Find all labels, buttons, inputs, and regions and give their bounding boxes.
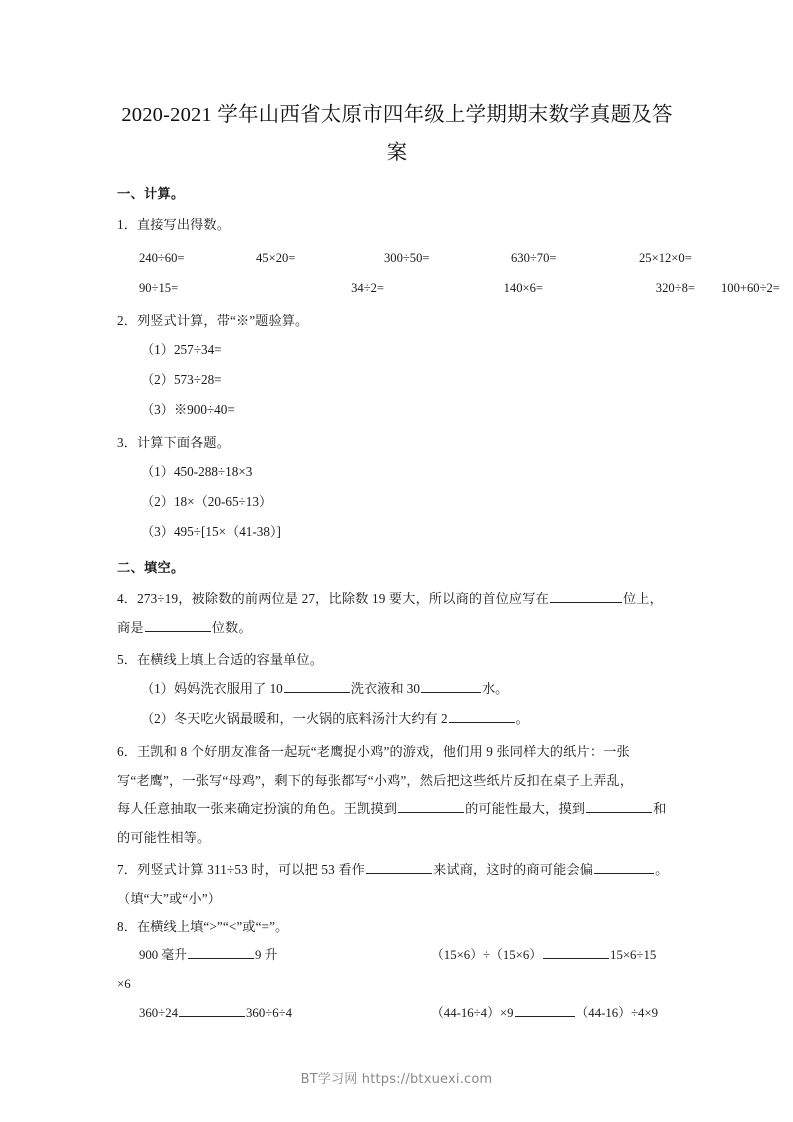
question-6-line-4: 的可能性相等。 — [117, 829, 211, 845]
question-8-prompt: 8．在横线上填“>”“<”或“=”。 — [117, 919, 289, 934]
cmp1-right-a: （15×6）÷（15×6） — [431, 948, 543, 962]
question-4-text-part-4: 位数。 — [211, 619, 252, 635]
q5-item1-text-a: （1）妈妈洗衣服用了 10 — [141, 681, 283, 696]
cmp1-left-b: 9 升 — [255, 948, 278, 962]
cmp1-right-b: 15×6÷15 — [610, 948, 657, 962]
section-heading-1: 一、计算。 — [117, 186, 185, 201]
question-2-item-3: （3）※900÷40= — [141, 402, 235, 417]
comparison-row-2 — [139, 999, 679, 1028]
answer-blank[interactable] — [188, 945, 254, 959]
question-1-calculations — [117, 243, 780, 303]
cmp2-left-a: 360÷24 — [139, 1006, 179, 1020]
cmp2-right-a: （44-16÷4）×9 — [431, 1006, 514, 1020]
question-3-item-2: （2）18×（20-65÷13） — [141, 494, 273, 509]
question-7-text-b: 来试商，这时的商可能会偏 — [433, 862, 594, 877]
q5-item2-text-b: 。 — [515, 711, 529, 726]
answer-blank[interactable] — [179, 1003, 245, 1017]
question-6 — [117, 738, 679, 852]
calc-item: 320÷8= — [655, 281, 695, 295]
question-1-prompt: 1．直接写出得数。 — [117, 217, 230, 232]
question-7-text-a: 7．列竖式计算 311÷53 时，可以把 53 看作 — [117, 862, 366, 877]
q5-item1-text-b: 洗衣液和 30 — [350, 681, 420, 696]
question-6-line-3-a: 每人任意抽取一张来确定扮演的角色。王凯摸到 — [117, 801, 398, 816]
answer-blank[interactable] — [421, 679, 481, 693]
question-4-text-part-1: 4．273÷19，被除数的前两位是 27，比除数 19 要大，所以商的首位应写在 — [117, 591, 549, 606]
comparison-left-1 — [139, 941, 431, 970]
calc-item: 34÷2= — [351, 281, 384, 295]
question-6-line-1: 6．王凯和 8 个好朋友准备一起玩“老鹰捉小鸡”的游戏，他们用 9 张同样大的纸片：一张 — [117, 744, 630, 759]
q5-item2-text-a: （2）冬天吃火锅最暖和，一火锅的底料汤汁大约有 2 — [141, 711, 448, 726]
calc-item: 45×20= — [256, 251, 296, 265]
comparison-row-1-wrap: ×6 — [117, 977, 131, 991]
question-5-item-1 — [117, 674, 679, 704]
calc-item: 630÷70= — [511, 251, 557, 265]
section-heading-2: 二、填空。 — [117, 560, 185, 575]
calc-item: 100+60÷2= — [721, 281, 780, 295]
calc-item: 300÷50= — [384, 251, 430, 265]
question-3-prompt: 3．计算下面各题。 — [117, 435, 230, 450]
answer-blank[interactable] — [145, 617, 211, 631]
question-3-item-1: （1）450-288÷18×3 — [141, 464, 253, 479]
answer-blank[interactable] — [586, 799, 652, 813]
question-2-item-2: （2）573÷28= — [141, 372, 222, 387]
question-7-text-c: 。 — [655, 862, 669, 877]
question-5-item-2 — [117, 704, 679, 734]
calc-row-1 — [139, 243, 692, 273]
q5-item1-text-c: 水。 — [482, 681, 509, 696]
answer-blank[interactable] — [398, 799, 464, 813]
calc-item: 140×6= — [503, 281, 543, 295]
question-7 — [117, 856, 679, 913]
calc-item: 25×12×0= — [639, 251, 692, 265]
question-7-line-2: （填“大”或“小”） — [117, 890, 222, 906]
comparison-left-2 — [139, 999, 431, 1028]
question-6-line-3-b: 的可能性最大，摸到 — [465, 801, 586, 816]
question-6-line-2: 写“老鹰”，一张写“母鸡”，剩下的每张都写“小鸡”，然后把这些纸片反扣在桌子上弄乱， — [117, 772, 634, 788]
comparison-row-1 — [139, 941, 679, 970]
question-6-line-3-c: 和 — [653, 801, 667, 816]
comparison-right-2 — [431, 1006, 658, 1020]
page-title: 2020-2021 学年山西省太原市四年级上学期期末数学真题及答案 — [121, 104, 673, 164]
answer-blank[interactable] — [366, 860, 432, 874]
question-8-comparisons — [117, 941, 679, 1028]
question-2-item-1: （1）257÷34= — [141, 342, 222, 357]
question-4-text-part-3: 商是 — [117, 619, 144, 635]
footer-watermark: BT学习网 https://btxuexi.com — [300, 1072, 493, 1087]
answer-blank[interactable] — [449, 709, 515, 723]
cmp2-right-b: （44-16）÷4×9 — [575, 1006, 658, 1020]
answer-blank[interactable] — [515, 1003, 575, 1017]
calc-item: 90÷15= — [139, 281, 179, 295]
question-4 — [117, 585, 679, 642]
cmp1-left-a: 900 毫升 — [139, 948, 187, 962]
answer-blank[interactable] — [284, 679, 350, 693]
answer-blank[interactable] — [543, 945, 609, 959]
answer-blank[interactable] — [550, 589, 622, 603]
calc-item: 240÷60= — [139, 251, 185, 265]
question-2-prompt: 2．列竖式计算，带“※”题验算。 — [117, 313, 309, 328]
question-4-text-part-2: 位上， — [622, 591, 663, 606]
question-3-item-3: （3）495÷[15×（41-38）] — [141, 524, 281, 539]
cmp2-left-b: 360÷6÷4 — [246, 1006, 293, 1020]
calc-row-2 — [139, 273, 780, 303]
comparison-right-1 — [431, 948, 656, 962]
document-body — [117, 183, 780, 1028]
question-5-prompt: 5．在横线上填上合适的容量单位。 — [117, 652, 324, 667]
answer-blank[interactable] — [594, 860, 654, 874]
